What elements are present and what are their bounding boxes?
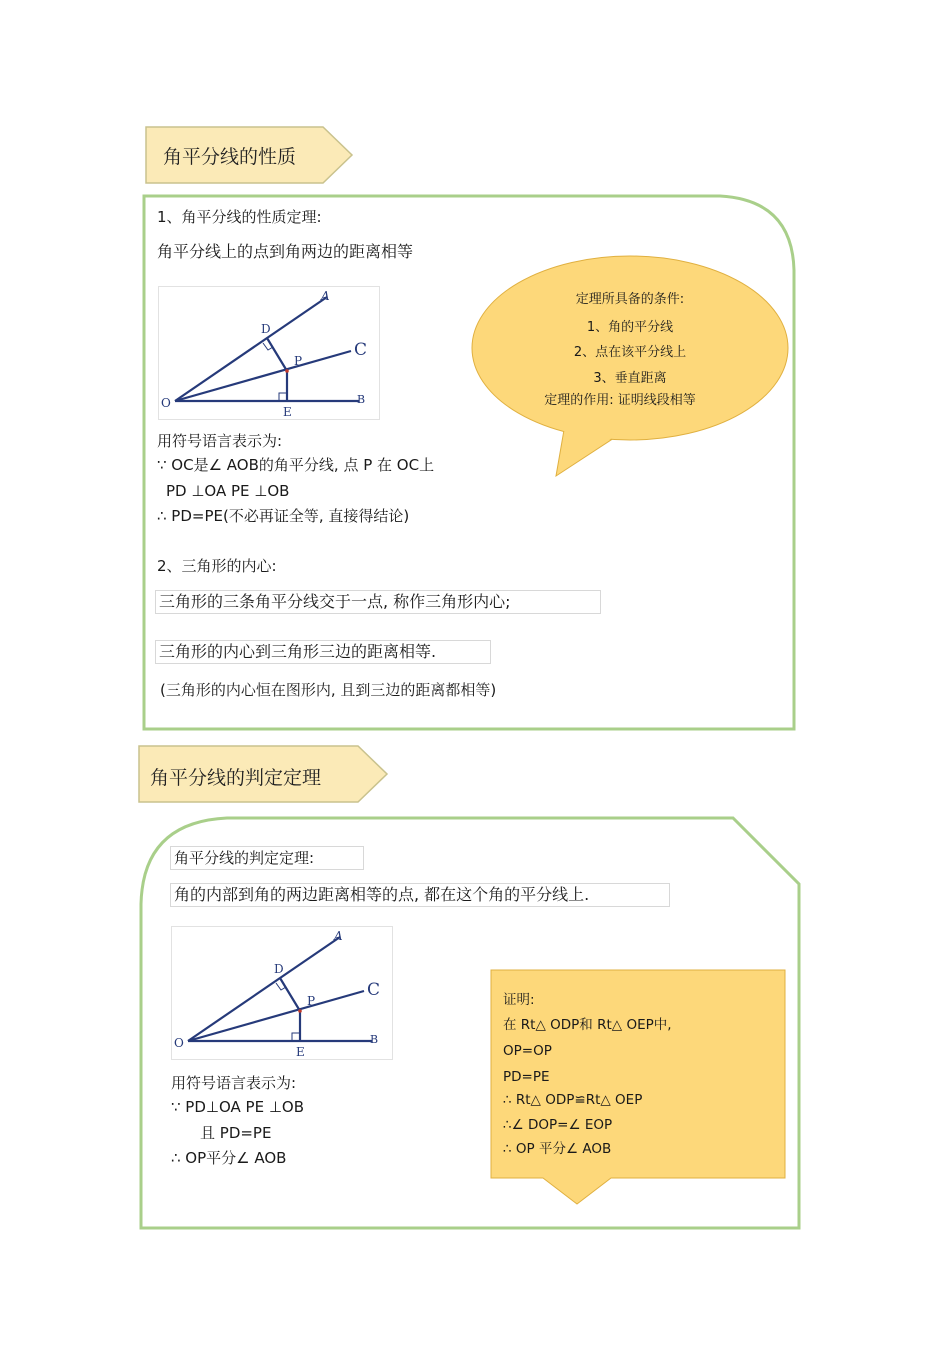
point-p xyxy=(298,1009,302,1013)
angle-bisector-diagram xyxy=(159,287,379,419)
section1-theorem: 角平分线上的点到角两边的距离相等 xyxy=(157,242,414,261)
point-p xyxy=(285,369,289,373)
section1-symbolic-title: 用符号语言表示为: xyxy=(157,432,283,450)
proof-line-1: 在 Rt△ ODP和 Rt△ OEP中, xyxy=(503,1017,672,1033)
section2-symbolic-line-1: ∵ PD⊥OA PE ⊥OB xyxy=(171,1098,305,1116)
right-angle-mark-e xyxy=(292,1033,300,1041)
right-angle-mark-e xyxy=(279,393,287,401)
section1-symbolic-line-1: ∵ OC是∠ AOB的角平分线, 点 P 在 OC上 xyxy=(157,456,435,474)
callout-title: 定理所具备的条件: xyxy=(575,292,685,307)
incenter-note: (三角形的内心恒在图形内, 且到三边的距离都相等) xyxy=(160,681,497,699)
callout-usage: 定理的作用: 证明线段相等 xyxy=(544,393,696,408)
section2-theorem: 角的内部到角的两边距离相等的点, 都在这个角的平分线上. xyxy=(170,883,670,907)
section2-symbolic-line-2: 且 PD=PE xyxy=(200,1124,272,1142)
label-d: D xyxy=(274,962,284,976)
proof-line-3: PD=PE xyxy=(503,1069,550,1085)
section1-heading: 1、角平分线的性质定理: xyxy=(157,208,322,226)
callout-item-3: 3、垂直距离 xyxy=(593,371,667,386)
label-e: E xyxy=(283,405,292,419)
section1-heading-2: 2、三角形的内心: xyxy=(157,557,277,575)
label-o: O xyxy=(174,1036,184,1050)
section2-banner-title: 角平分线的判定定理 xyxy=(150,767,322,789)
segment-pd xyxy=(280,978,300,1011)
section2-symbolic-title: 用符号语言表示为: xyxy=(171,1074,297,1092)
label-a: A xyxy=(321,289,330,303)
label-b: B xyxy=(357,393,366,406)
section2-heading: 角平分线的判定定理: xyxy=(170,846,364,870)
angle-bisector-diagram xyxy=(172,927,392,1059)
label-e: E xyxy=(296,1045,305,1059)
label-a: A xyxy=(334,929,343,943)
segment-pd xyxy=(267,338,287,371)
label-p: P xyxy=(307,994,316,1008)
proof-line-4: ∴ Rt△ ODP≌Rt△ OEP xyxy=(503,1092,643,1108)
section1-banner xyxy=(145,126,355,184)
proof-line-6: ∴ OP 平分∠ AOB xyxy=(503,1141,612,1157)
section2-diagram xyxy=(171,926,393,1060)
label-b: B xyxy=(370,1033,379,1046)
incenter-property: 三角形的内心到三角形三边的距离相等. xyxy=(155,640,491,664)
section1-symbolic-line-3: ∴ PD=PE(不必再证全等, 直接得结论) xyxy=(157,507,410,525)
ray-oa xyxy=(188,937,340,1041)
ray-oc xyxy=(188,991,364,1041)
proof-line-5: ∴∠ DOP=∠ EOP xyxy=(503,1117,613,1133)
label-d: D xyxy=(261,322,271,336)
label-c: C xyxy=(354,340,368,360)
callout-item-2: 2、点在该平分线上 xyxy=(573,345,687,360)
section1-symbolic-line-2: PD ⊥OA PE ⊥OB xyxy=(166,482,290,500)
ray-oa xyxy=(175,297,327,401)
proof-title: 证明: xyxy=(503,992,535,1008)
incenter-definition: 三角形的三条角平分线交于一点, 称作三角形内心; xyxy=(155,590,601,614)
section2-banner xyxy=(138,745,390,803)
proof-line-2: OP=OP xyxy=(503,1043,552,1059)
label-c: C xyxy=(367,980,381,1000)
label-p: P xyxy=(294,354,303,368)
ray-oc xyxy=(175,351,351,401)
section1-diagram xyxy=(158,286,380,420)
section2-symbolic-line-3: ∴ OP平分∠ AOB xyxy=(171,1149,287,1167)
section1-banner-title: 角平分线的性质 xyxy=(163,146,297,168)
callout-item-1: 1、角的平分线 xyxy=(586,320,674,335)
label-o: O xyxy=(161,396,171,410)
